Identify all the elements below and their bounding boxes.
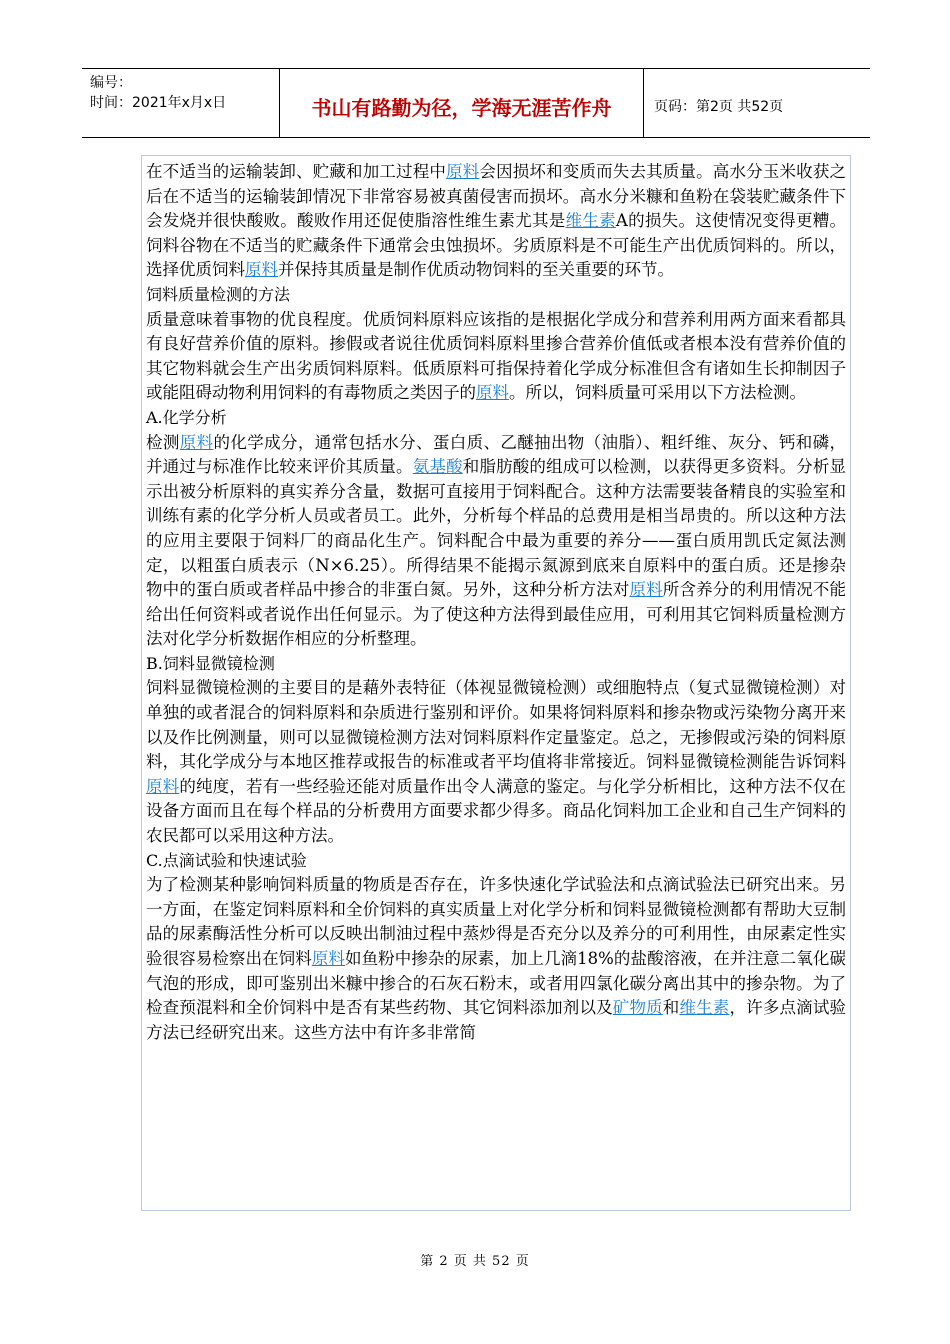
header-meta: [82, 69, 280, 137]
text-run: 如鱼粉中掺杂的尿素，加上几滴18%的盐酸溶液，在并注意二氧化碳气泡的形成，即可鉴别出米糠中掺合的石灰石粉末，或者用四氯化碳分离出其中的掺杂物。为了检查预混料和全价饲料中是否有某些药物、其它饲料添加剂以及: [146, 949, 846, 1018]
text-run: 的纯度，若有一些经验还能对质量作出令人满意的鉴定。与化学分析相比，这种方法不仅在设备方面而且在每个样品的分析费用方面要求都少得多。商品化饲料加工企业和自己生产饲料的农民都可以采用这种方法。: [146, 776, 847, 846]
text-run: 的化学成分，通常包括水分、蛋白质、乙醚抽出物（油脂）、粗纤维、灰分、钙和磷，并通过与标准作比较来评价其质量。: [146, 432, 847, 477]
text-run: 和脂肪酸的组成可以检测，以获得更多资料。分析显示出被分析原料的真实养分含量，数据可直接用于饲料配合。这种方法需要装备精良的实验室和训练有素的化学分析人员或者员工。此外，分析每个样品的总费用是相当昂贵的。所以这种方法的应用主要限于饲料厂的商品化生产。饲料配合中最为重要的养分——蛋白质用凯氏定氮法测定，以粗蛋白质表示（N×6.25）。所得结果不能揭示氮源到底来自原料中的蛋白质。还是掺杂物中的蛋白质或者样品中掺合的非蛋白氮。另外，这种分析方法对: [146, 457, 847, 600]
section-heading: [146, 652, 846, 677]
text-run: A.化学分析: [146, 407, 227, 427]
text-run: 质量意味着事物的优良程度。优质饲料原料应该指的是根据化学成分和营养利用两方面来看都具有良好营养价值的原料。掺假或者说往优质饲料原料里掺合营养价值低或者根本没有营养价值的其它物料就会生产出劣质饲料原料。低质原料可指保持着化学成分标准但含有诸如生长抑制因子或能阻碍动物利用饲料的有毒物质之类因子的: [146, 309, 846, 403]
term-link[interactable]: 氨基酸: [412, 457, 463, 477]
section-heading: [146, 849, 846, 874]
term-link[interactable]: 原料: [245, 260, 278, 280]
text-run: 在不适当的运输装卸、贮藏和加工过程中: [146, 162, 447, 181]
term-link[interactable]: 维生素: [565, 211, 616, 231]
text-run: 。所以，饲料质量可采用以下方法检测。: [509, 383, 806, 403]
text-run: B.饲料显微镜检测: [146, 653, 275, 673]
term-link[interactable]: 原料: [629, 580, 663, 600]
header-motto: 书山有路勤为径，学海无涯苦作舟: [280, 69, 644, 137]
body-paragraph: [146, 873, 846, 1045]
text-run: 所含养分的利用情况不能给出任何资料或者说作出任何显示。为了使这种方法得到最佳应用，可利用其它饲料质量检测方法对化学分析数据作相应的分析整理。: [146, 580, 847, 649]
body-paragraph: [146, 308, 846, 406]
term-link[interactable]: 原料: [311, 949, 345, 968]
text-run: 并保持其质量是制作优质动物饲料的至关重要的环节。: [278, 260, 674, 280]
text-run: 饲料质量检测的方法: [146, 284, 291, 304]
term-link[interactable]: 维生素: [679, 998, 730, 1018]
text-run: ，许多点滴试验方法已经研究出来。这些方法中有许多非常简: [146, 998, 847, 1042]
body-paragraph: [146, 431, 846, 652]
text-run: 会因损坏和变质而失去其质量。高水分玉米收获之后在不适当的运输装卸情况下非常容易被真菌侵害而损坏。高水分米糠和鱼粉在袋装贮藏条件下会发烧并很快酸败。酸败作用还促使脂溶性维生素尤其是: [146, 162, 847, 231]
page-header: [82, 68, 870, 138]
text-run: 饲料显微镜检测的主要目的是藉外表特征（体视显微镜检测）或细胞特点（复式显微镜检测）对单独的或者混合的饲料原料和杂质进行鉴别和评价。如果将饲料原料和掺杂物或污染物分离开来以及作比例测量，则可以显微镜检测方法对饲料原料作定量鉴定。总之，无掺假或污染的饲料原料，其化学成分与本地区推荐或报告的标准或者平均值将非常接近。饲料显微镜检测能告诉饲料: [146, 678, 846, 772]
term-link[interactable]: 原料: [179, 432, 214, 452]
date-label: 时间：2021年x月x日: [90, 95, 227, 111]
body-paragraph: [146, 160, 846, 283]
section-heading: [146, 406, 846, 431]
section-heading: [146, 283, 846, 308]
text-run: A的损失。这使情况变得更糟。饲料谷物在不适当的贮藏条件下通常会虫蚀损坏。劣质原料是不可能生产出优质饲料的。所以，选择优质饲料: [146, 211, 847, 280]
text-run: 检测: [146, 432, 180, 452]
term-link[interactable]: 原料: [446, 162, 480, 181]
serial-label: 编号：: [90, 75, 132, 91]
page-footer: 第 2 页 共 52 页: [420, 1254, 530, 1269]
term-link[interactable]: 矿物质: [612, 998, 663, 1018]
document-body: [141, 155, 851, 1211]
text-run: 为了检测某种影响饲料质量的物质是否存在，许多快速化学试验法和点滴试验法已研究出来。另一方面，在鉴定饲料原料和全价饲料的真实质量上对化学分析和饲料显微镜检测都有帮助大豆制品的尿素酶活性分析可以反映出制油过程中蒸炒得是否充分以及养分的可利用性，由尿素定性实验很容易检察出在饲料: [146, 875, 846, 968]
body-paragraph: [146, 676, 846, 848]
text-run: C.点滴试验和快速试验: [146, 850, 307, 870]
term-link[interactable]: 原料: [476, 383, 509, 403]
header-page-info: 页码：第2页 共52页: [654, 99, 784, 115]
term-link[interactable]: 原料: [146, 776, 180, 796]
text-run: 和: [662, 998, 680, 1018]
